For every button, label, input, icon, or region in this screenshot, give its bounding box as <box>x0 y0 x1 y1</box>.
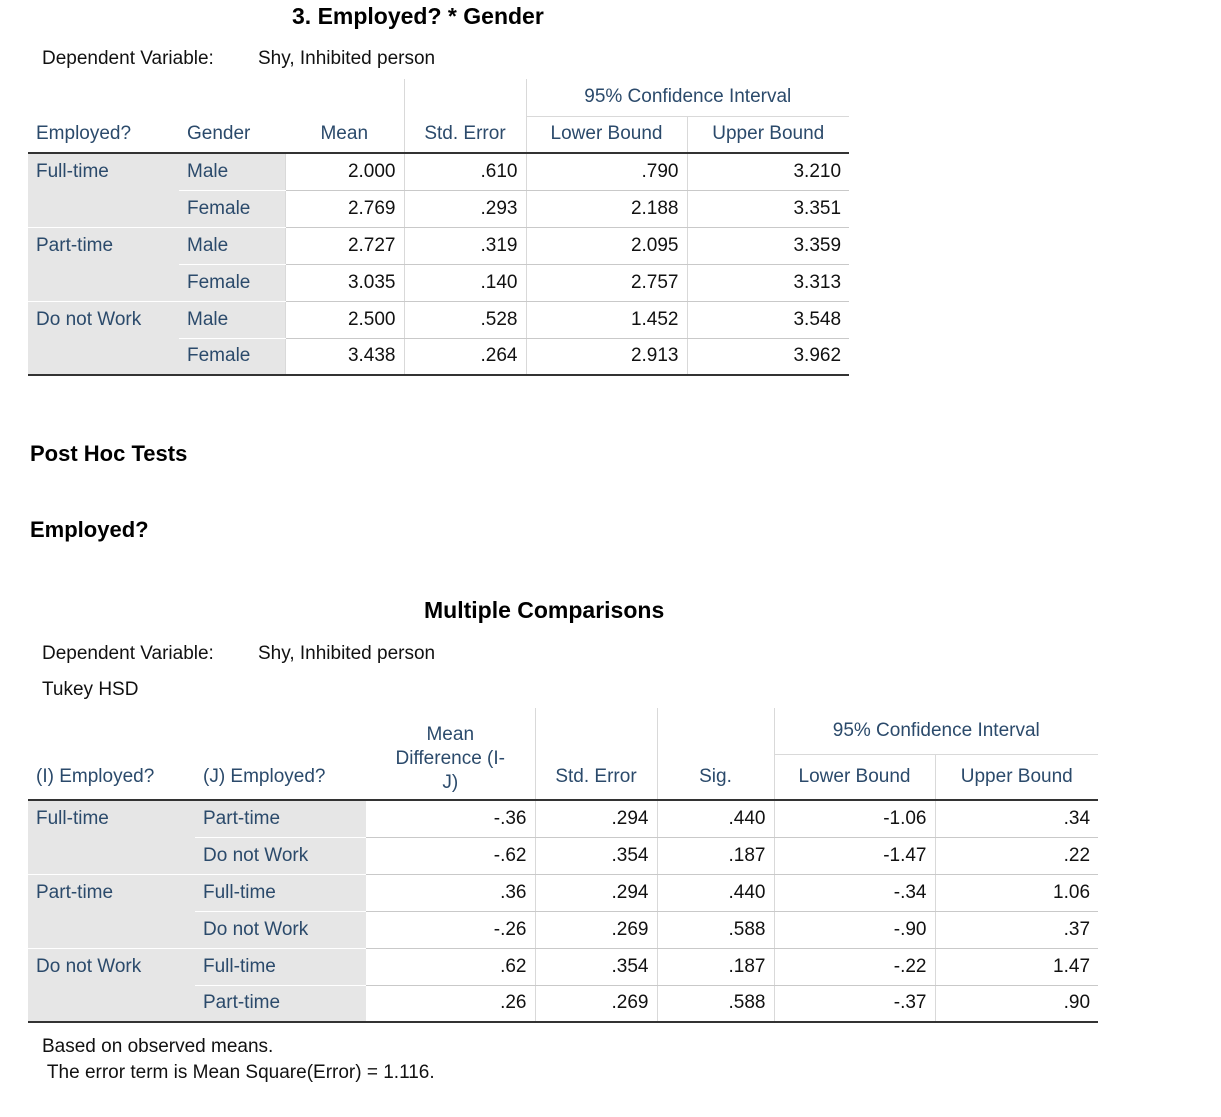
mean-difference-value: .36 <box>366 874 535 911</box>
std-error-value: .293 <box>404 190 526 227</box>
j-employed-label: Part-time <box>195 985 366 1022</box>
std-error-value: .294 <box>535 800 657 837</box>
table2-title: Multiple Comparisons <box>424 597 665 623</box>
employed-heading: Employed? <box>30 517 149 542</box>
mean-value: 2.769 <box>285 190 404 227</box>
table1-col-mean: Mean <box>285 116 404 153</box>
lower-bound-value: -.34 <box>774 874 935 911</box>
table1 <box>28 79 849 376</box>
gender-label: Female <box>179 264 285 301</box>
table2-ci-header: 95% Confidence Interval <box>774 708 1098 754</box>
upper-bound-value: .90 <box>935 985 1098 1022</box>
gender-label: Male <box>179 227 285 264</box>
j-employed-label: Do not Work <box>195 837 366 874</box>
upper-bound-value: 3.359 <box>687 227 849 264</box>
lower-bound-value: 2.757 <box>526 264 687 301</box>
lower-bound-value: -.37 <box>774 985 935 1022</box>
mean-difference-value: -.26 <box>366 911 535 948</box>
upper-bound-value: 3.351 <box>687 190 849 227</box>
lower-bound-value: 2.188 <box>526 190 687 227</box>
lower-bound-value: 2.095 <box>526 227 687 264</box>
std-error-value: .610 <box>404 153 526 190</box>
table1-col-employed: Employed? <box>28 116 179 153</box>
table1-dependent-value: Shy, Inhibited person <box>258 48 436 69</box>
table2 <box>28 708 1098 1023</box>
lower-bound-value: 2.913 <box>526 338 687 375</box>
table2-col-md-line3: J) <box>442 772 459 793</box>
mean-difference-value: .26 <box>366 985 535 1022</box>
mean-difference-value: -.62 <box>366 837 535 874</box>
upper-bound-value: 3.962 <box>687 338 849 375</box>
upper-bound-value: 3.313 <box>687 264 849 301</box>
table2-method: Tukey HSD <box>42 679 139 700</box>
std-error-value: .269 <box>535 985 657 1022</box>
sig-value: .440 <box>657 800 774 837</box>
lower-bound-value: -1.06 <box>774 800 935 837</box>
table2-col-md-line2: Difference (I- <box>395 748 505 769</box>
table2-col-i: (I) Employed? <box>28 754 195 800</box>
std-error-value: .354 <box>535 948 657 985</box>
std-error-value: .528 <box>404 301 526 338</box>
j-employed-label: Part-time <box>195 800 366 837</box>
table2-dependent-label: Dependent Variable: <box>42 643 214 664</box>
table1-col-upper-bound: Upper Bound <box>687 116 849 153</box>
upper-bound-value: .22 <box>935 837 1098 874</box>
table2-col-std-error: Std. Error <box>535 754 657 800</box>
gender-label: Female <box>179 338 285 375</box>
gender-label: Male <box>179 153 285 190</box>
upper-bound-value: .37 <box>935 911 1098 948</box>
gender-label: Female <box>179 190 285 227</box>
std-error-value: .269 <box>535 911 657 948</box>
j-employed-label: Full-time <box>195 948 366 985</box>
row-group-label: Part-time <box>28 227 179 301</box>
table1-title: 3. Employed? * Gender <box>292 3 544 29</box>
footnote-error-term: The error term is Mean Square(Error) = 1.116. <box>42 1062 435 1083</box>
row-group-label: Do not Work <box>28 948 195 1022</box>
table2-col-lower-bound: Lower Bound <box>774 754 935 800</box>
table1-col-gender: Gender <box>179 116 285 153</box>
row-group-label: Full-time <box>28 800 195 874</box>
table-row <box>28 153 849 190</box>
sig-value: .187 <box>657 837 774 874</box>
sig-value: .588 <box>657 911 774 948</box>
mean-value: 2.000 <box>285 153 404 190</box>
row-group-label: Part-time <box>28 874 195 948</box>
table1-col-lower-bound: Lower Bound <box>526 116 687 153</box>
mean-value: 3.438 <box>285 338 404 375</box>
upper-bound-value: 3.548 <box>687 301 849 338</box>
gender-label: Male <box>179 301 285 338</box>
mean-difference-value: -.36 <box>366 800 535 837</box>
table-row <box>28 301 849 338</box>
table1-dependent-label: Dependent Variable: <box>42 48 214 69</box>
post-hoc-heading: Post Hoc Tests <box>30 441 188 466</box>
upper-bound-value: .34 <box>935 800 1098 837</box>
table-row <box>28 227 849 264</box>
std-error-value: .294 <box>535 874 657 911</box>
table-row <box>28 874 1098 911</box>
table-row <box>28 800 1098 837</box>
sig-value: .440 <box>657 874 774 911</box>
mean-difference-value: .62 <box>366 948 535 985</box>
table2-col-upper-bound: Upper Bound <box>935 754 1098 800</box>
table2-col-sig: Sig. <box>657 754 774 800</box>
upper-bound-value: 3.210 <box>687 153 849 190</box>
lower-bound-value: -.22 <box>774 948 935 985</box>
table-row <box>28 948 1098 985</box>
std-error-value: .319 <box>404 227 526 264</box>
mean-value: 3.035 <box>285 264 404 301</box>
std-error-value: .354 <box>535 837 657 874</box>
lower-bound-value: 1.452 <box>526 301 687 338</box>
footnote-observed-means: Based on observed means. <box>42 1036 274 1057</box>
row-group-label: Do not Work <box>28 301 179 375</box>
mean-value: 2.500 <box>285 301 404 338</box>
table2-dependent-value: Shy, Inhibited person <box>258 643 436 664</box>
upper-bound-value: 1.47 <box>935 948 1098 985</box>
table2-col-md-line1: Mean <box>426 724 475 745</box>
lower-bound-value: -1.47 <box>774 837 935 874</box>
lower-bound-value: .790 <box>526 153 687 190</box>
j-employed-label: Full-time <box>195 874 366 911</box>
row-group-label: Full-time <box>28 153 179 227</box>
sig-value: .187 <box>657 948 774 985</box>
lower-bound-value: -.90 <box>774 911 935 948</box>
table2-col-j: (J) Employed? <box>195 754 366 800</box>
table1-col-std-error: Std. Error <box>404 116 526 153</box>
std-error-value: .140 <box>404 264 526 301</box>
std-error-value: .264 <box>404 338 526 375</box>
table1-ci-header: 95% Confidence Interval <box>526 79 849 116</box>
upper-bound-value: 1.06 <box>935 874 1098 911</box>
j-employed-label: Do not Work <box>195 911 366 948</box>
sig-value: .588 <box>657 985 774 1022</box>
mean-value: 2.727 <box>285 227 404 264</box>
